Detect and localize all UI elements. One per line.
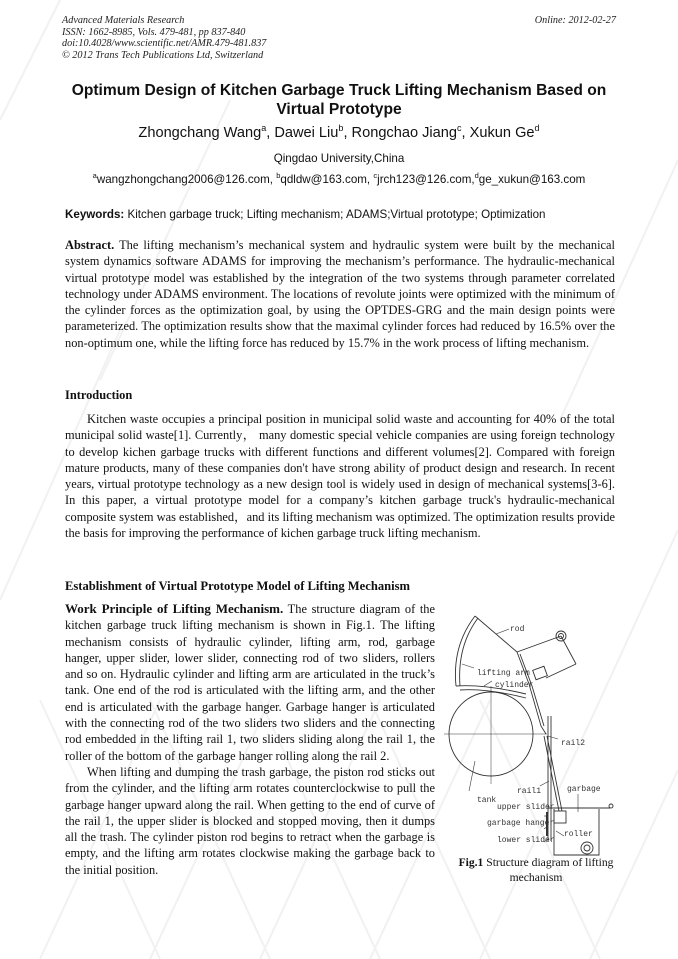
introduction-text — [65, 411, 615, 541]
introduction-heading: Introduction — [65, 388, 133, 402]
paper-title — [40, 81, 638, 119]
email-sup: c — [373, 171, 378, 180]
author-sup: a — [261, 123, 267, 133]
online-date: Online: 2012-02-27 — [534, 15, 616, 26]
email-list — [0, 173, 678, 187]
keywords-text: Kitchen garbage truck; Lifting mechanism; ADAMS;Virtual prototype; Optimization — [124, 208, 546, 221]
affiliation: Qingdao University,China — [273, 152, 405, 165]
issn-info: ISSN: 1662-8985, Vols. 479-481, pp 837-840 — [62, 26, 246, 38]
label-tank: tank — [477, 796, 497, 805]
author-name: Zhongchang Wang — [138, 125, 262, 141]
work-principle-text-2: When lifting and dumping the trash garbage, the piston rod sticks out from the cylinder, and the lifting arm rotates counterclockwise to pull the garbage hanger upward along the rail. When getting to the end of curve of the rail 1, the upper slider is blocked and stopped moving, then it dumps all the trash. The cylinder piston rod begins to retract when the garbage is empty, and the lifting arm rotates clockwise making the garbage back to the initial position. — [65, 764, 435, 877]
abstract-text: The lifting mechanism’s mechanical system and hydraulic system were built by the mechanical system dynamics software ADAMS for improving the mechanism’s performance. The hydraulic-mechanical virtual prototype model was established by the integration of the two systems through parameter correlated technology under ADAMS environment. The locations of revolute joints were optimized with the minimum of the cylinder forces as the optimization goal, by using the OPTDES-GRG and the main design points were parameterized. The optimization results show that the maximal cylinder forces had reduced by 16.5% over the non-optimum one, while the lifting force has reduced by 15.7% in the work process of lifting mechanism. — [65, 238, 615, 350]
email-sup: b — [276, 171, 281, 180]
separator: , — [461, 125, 470, 141]
keywords — [65, 208, 625, 222]
separator: , — [266, 125, 275, 141]
label-garbage: garbage — [567, 785, 601, 794]
label-roller: roller — [564, 830, 593, 839]
email-address: ge_xukun@163.com — [478, 173, 586, 186]
label-upper-slider: upper slider — [497, 803, 555, 812]
figure-caption — [456, 856, 616, 885]
label-rod: rod — [510, 625, 525, 634]
title-line-1: Optimum Design of Kitchen Garbage Truck Lifting Mechanism Based on — [71, 82, 607, 99]
email-sup: d — [474, 171, 479, 180]
work-principle-subheading: Work Principle of Lifting Mechanism. — [65, 601, 284, 616]
journal-header — [62, 15, 266, 61]
figure-structure-diagram — [444, 606, 640, 856]
label-rail2: rail2 — [561, 739, 586, 748]
email-address: wangzhongchang2006@126.com, — [96, 173, 277, 186]
separator: , — [343, 125, 352, 141]
author-name: Dawei Liu — [274, 125, 339, 141]
author-sup: b — [338, 123, 344, 133]
label-lower-slider: lower slider — [497, 836, 555, 845]
author-sup: d — [534, 123, 540, 133]
label-garbage-hanger: garbage hanger — [487, 819, 555, 828]
introduction-paragraph: Kitchen waste occupies a principal position in municipal solid waste and accounting for 40% of the total municipal solid waste[1]. Currently， many domestic special vehicle companies are using foreign technology to develop kichen garbage trucks with different functions and different volumes[2]. Compared with foreign mature products, many of these companies don't have strong ability of product design and research. In recent years, virtual prototype technology as a new design tool is widely used in design of mechanical systems[3-6]. In this paper, a virtual prototype model for a company’s kitchen garbage truck's hydraulic-mechanical composite system was established，and its lifting mechanism was optimized. The optimization results provide the basis for improving the performance of kichen garbage truck lifting mechanism. — [65, 412, 615, 541]
establishment-heading: Establishment of Virtual Prototype Model of Lifting Mechanism — [65, 579, 411, 593]
label-lifting-arm: lifting arm — [477, 669, 530, 678]
journal-name: Advanced Materials Research — [62, 15, 185, 26]
copyright-info: © 2012 Trans Tech Publications Ltd, Switzerland — [62, 49, 264, 61]
work-principle-text: The structure diagram of the kitchen garbage truck lifting mechanism is shown in Fig.1. The lifting mechanism consists of hydraulic cylinder, lifting arm, rod, garbage hanger, upper slider, lower slider, connecting rod of two sliders, rollers and so on. Hydraulic cylinder and lifting arm are articulated in the truck’s tank. One end of the rod is articulated with the lifting arm, and the other end is articulated with the garbage hanger. Garbage hanger is articulated with the connecting rod of the two sliders two sliders and the connecting rod embedded in the lifting rail 1, two sliders sliding along the rail 1, the roller of the bottom of the garbage hanger rolling along the rail 2. — [65, 602, 435, 763]
doi-info: doi:10.4028/www.scientific.net/AMR.479-481.837 — [62, 38, 267, 49]
keywords-label: Keywords: — [65, 208, 125, 221]
author-sup: c — [457, 123, 462, 133]
work-principle-para-1 — [65, 601, 435, 764]
figure-caption-text: Structure diagram of lifting mechanism — [483, 856, 614, 884]
title-line-2: Virtual Prototype — [276, 101, 402, 118]
email-address: qdldw@163.com, — [280, 173, 374, 186]
figure-caption-label: Fig.1 — [458, 856, 484, 869]
abstract — [65, 237, 615, 351]
author-list — [0, 124, 678, 142]
label-rail1: rail1 — [517, 787, 542, 796]
author-name: Xukun Ge — [469, 125, 535, 141]
work-principle-para-2 — [65, 764, 435, 878]
abstract-label: Abstract. — [65, 238, 115, 252]
label-cylinder: cylinder — [495, 681, 534, 690]
lifting-mechanism-diagram — [444, 606, 640, 856]
email-address: jrch123@126.com, — [377, 173, 475, 186]
author-name: Rongchao Jiang — [351, 125, 458, 141]
work-principle-section — [65, 601, 435, 878]
email-sup: a — [92, 171, 97, 180]
